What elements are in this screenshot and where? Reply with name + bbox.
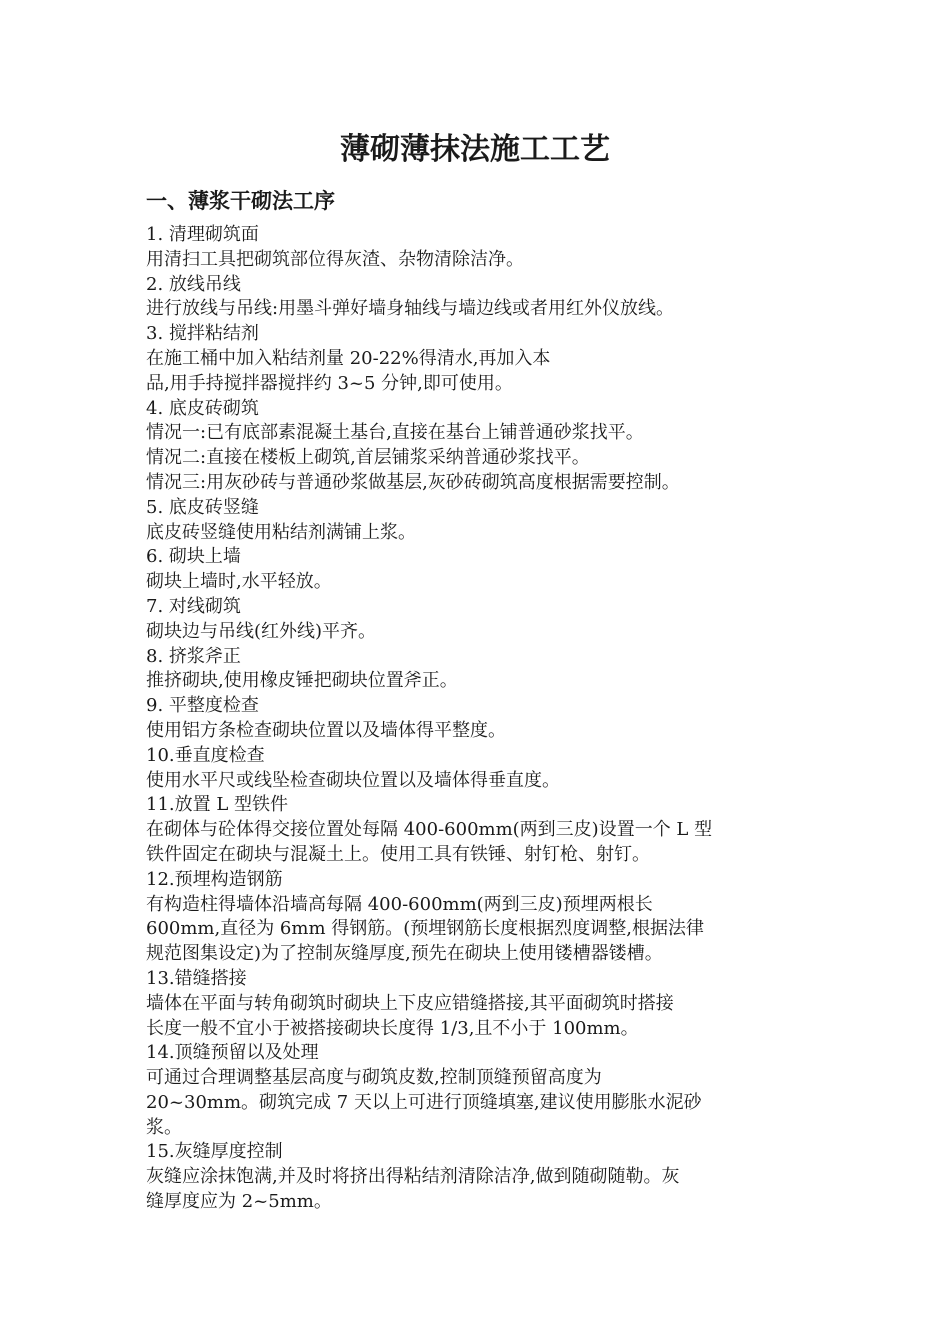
- section-heading: 一、薄浆干砌法工序: [146, 188, 335, 213]
- step-heading: 1. 清理砌筑面: [146, 224, 259, 245]
- step-heading: 4. 底皮砖砌筑: [146, 397, 259, 419]
- steps-list: [146, 223, 806, 1215]
- step-text-line: 灰缝应涂抹饱满,并及时将挤出得粘结剂清除洁净,做到随砌随勒。灰: [146, 1166, 680, 1188]
- step-text-line: 长度一般不宜小于被搭接砌块长度得 1/3,且不小于 100mm。: [146, 1017, 639, 1039]
- step-heading: 11.放置 L 型铁件: [146, 794, 289, 816]
- step-heading: 6. 砌块上墙: [146, 546, 241, 568]
- step-heading: 9. 平整度检查: [146, 695, 259, 717]
- step-text-line: 铁件固定在砌块与混凝土上。使用工具有铁锤、射钉枪、射钉。: [146, 843, 650, 865]
- step-text-line: 浆。: [146, 1116, 182, 1138]
- step-text-line: 情况三:用灰砂砖与普通砂浆做基层,灰砂砖砌筑高度根据需要控制。: [146, 471, 680, 493]
- step-text-line: 可通过合理调整基层高度与砌筑皮数,控制顶缝预留高度为: [146, 1067, 602, 1089]
- step-heading: 2. 放线吊线: [146, 273, 241, 295]
- step-text-line: 在施工桶中加入粘结剂量 20-22%得清水,再加入本: [146, 347, 551, 369]
- step-text-line: 砌块边与吊线(红外线)平齐。: [146, 620, 377, 642]
- step-text-line: 20~30mm。砌筑完成 7 天以上可进行顶缝填塞,建议使用膨胀水泥砂: [146, 1091, 702, 1113]
- step-heading: 14.顶缝预留以及处理: [146, 1042, 319, 1064]
- step-heading: 15.灰缝厚度控制: [146, 1141, 283, 1163]
- step-text-line: 使用铝方条检查砌块位置以及墙体得平整度。: [146, 719, 506, 741]
- step-heading: 10.垂直度检查: [146, 744, 265, 766]
- step-heading: 7. 对线砌筑: [146, 595, 241, 617]
- step-text-line: 情况二:直接在楼板上砌筑,首层铺浆采纳普通砂浆找平。: [146, 447, 590, 469]
- step-text-line: 砌块上墙时,水平轻放。: [146, 571, 332, 593]
- step-text-line: 在砌体与砼体得交接位置处每隔 400-600mm(两到三皮)设置一个 L 型: [146, 819, 713, 841]
- step-heading: 5. 底皮砖竖缝: [146, 496, 259, 518]
- step-text-line: 推挤砌块,使用橡皮锤把砌块位置斧正。: [146, 670, 458, 692]
- document-title: 薄砌薄抹法施工工艺: [340, 132, 610, 167]
- step-text-line: 规范图集设定)为了控制灰缝厚度,预先在砌块上使用镂槽器镂槽。: [146, 943, 663, 965]
- step-text-line: 有构造柱得墙体沿墙高每隔 400-600mm(两到三皮)预埋两根长: [146, 893, 653, 915]
- step-text-line: 底皮砖竖缝使用粘结剂满铺上浆。: [146, 521, 416, 543]
- step-text-line: 用清扫工具把砌筑部位得灰渣、杂物清除洁净。: [146, 248, 524, 270]
- step-text-line: 品,用手持搅拌器搅拌约 3~5 分钟,即可使用。: [146, 372, 513, 394]
- step-heading: 12.预埋构造钢筋: [146, 868, 283, 890]
- step-text-line: 进行放线与吊线:用墨斗弹好墙身轴线与墙边线或者用红外仪放线。: [146, 298, 675, 320]
- step-text-line: 墙体在平面与转角砌筑时砌块上下皮应错缝搭接,其平面砌筑时搭接: [146, 992, 674, 1014]
- step-text-line: 情况一:已有底部素混凝土基台,直接在基台上铺普通砂浆找平。: [146, 422, 644, 444]
- step-text-line: 600mm,直径为 6mm 得钢筋。(预埋钢筋长度根据烈度调整,根据法律: [146, 918, 704, 940]
- step-heading: 8. 挤浆斧正: [146, 645, 241, 667]
- step-text-line: 缝厚度应为 2~5mm。: [146, 1191, 332, 1213]
- step-heading: 3. 搅拌粘结剂: [146, 323, 259, 345]
- step-text-line: 使用水平尺或线坠检查砌块位置以及墙体得垂直度。: [146, 769, 560, 791]
- step-heading: 13.错缝搭接: [146, 967, 247, 989]
